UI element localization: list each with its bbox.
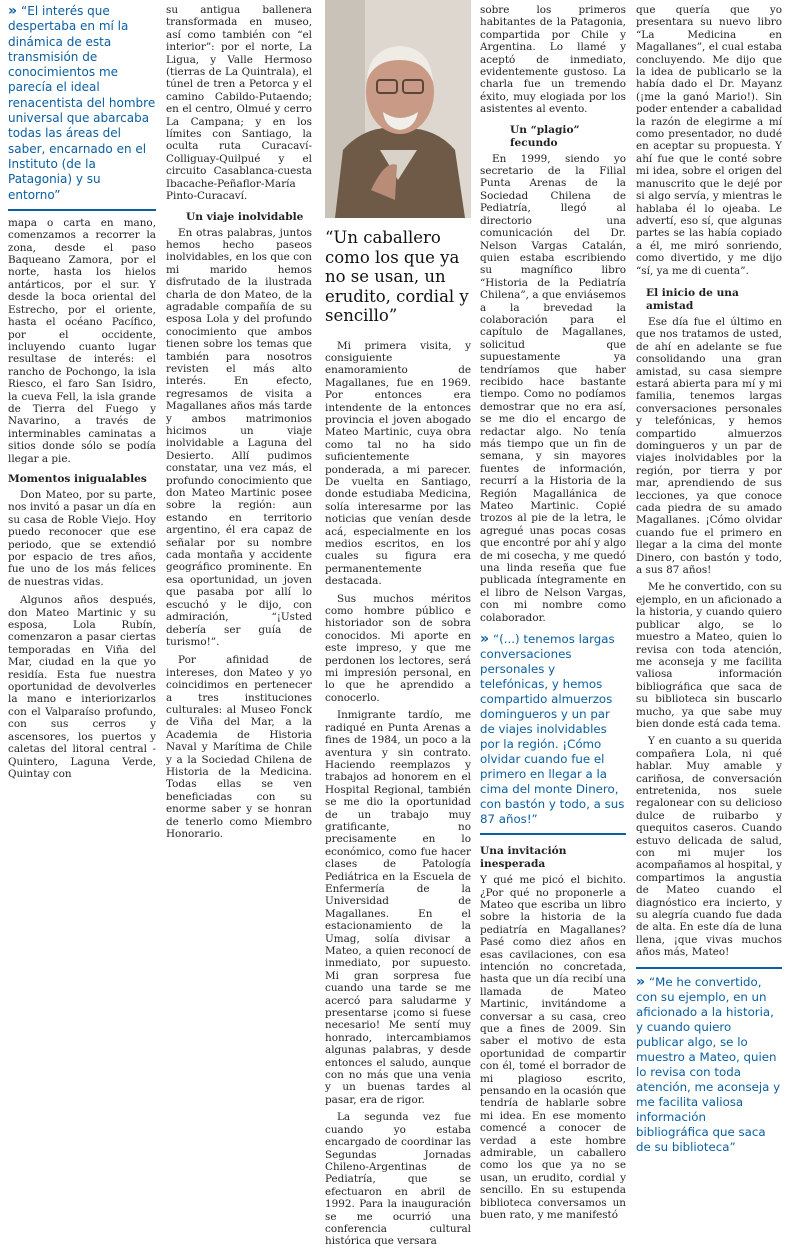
portrait-photo [325, 0, 471, 218]
pull-quote-1 [8, 4, 156, 211]
column-5 [636, 4, 782, 1155]
col1-paragraph-3: Algunos años después, don Mateo Martinic y su esposa, Lola Rubín, comenzaron a pasar ciertas temporadas en Viña del Mar, ciudad en la que yo residía. Esta fue nuestra oportunidad de devolverles la mano e interiorizarlos con el Valparaíso profundo, con sus cerros y ascensores, los puertos y caletas del litoral central -Quintero, Laguna Verde, Quintay con [8, 594, 156, 780]
col3-paragraph-4: La segunda vez fue cuando yo estaba encargado de coordinar las Segundas Jornadas Chileno-Argentinas de Pediatría, que se efectuaron en abril de 1992. Para la inauguración se me ocurrió una conferencia cultural histórica que versara [325, 1111, 471, 1248]
col5-paragraph-2: Ese día fue el último en que nos tratamos de usted, de ahí en adelante se fue consolidando una gran amistad, su casa siempre estará abierta para mí y mi familia, tenemos largas conversaciones personales y telefónicas, y hemos compartido almuerzos domingueros y un par de viajes inolvidables por la región, por tierra y por mar, aprendiendo de sus lecciones, ya que conoce cada piedra de su amado Magallanes. ¡Cómo olvidar cuando fue el primero en llegar a la cima del monte Dinero, con bastón y todo, a sus 87 años! [636, 315, 782, 577]
subhead-viaje: Un viaje inolvidable [186, 210, 304, 223]
portrait-illustration [325, 0, 471, 218]
subhead-invitacion: Una invitación inesperada [480, 845, 567, 871]
col1-paragraph-2: Don Mateo, por su parte, nos invitó a pasar un día en su casa de Roble Viejo. Hoy puedo reconocer que ese periodo, que se extendió por espacio de tres años, fue uno de los más felices de nuestras vidas. [8, 488, 156, 588]
pull-quote-3 [636, 967, 782, 1155]
column-4 [480, 4, 626, 1221]
subhead-momentos: Momentos inigualables [8, 472, 147, 485]
pull-quote-2-text: “(...) tenemos largas conversaciones personales y telefónicas, y hemos compartido almuerzos domingueros y un par de viajes inolvidables por la región. ¡Cómo olvidar cuando fue el primero en llegar a la cima del monte Dinero, con bastón y todo, a sus 87 años!” [480, 632, 625, 827]
col2-paragraph-2: En otras palabras, juntos hemos hecho paseos inolvidables, en los que con mi marido hemos disfrutado de la ilustrada charla de don Mateo, de la agradable compañía de su esposa Lola y del profundo conocimiento que ambos tienen sobre los temas que también para nosotros revisten el más alto interés. En efecto, regresamos de visita a Magallanes años más tarde y ambos matrimonios hicimos un viaje inolvidable a Laguna del Desierto. Allí pudimos constatar, una vez más, el profundo conocimiento que don Mateo Martinic posee sobre la región: aun estando en territorio argentino, él era capaz de señalar por su nombre cada montaña y accidente geográfico prominente. En esa oportunidad, un joven que pasaba por allí lo escuchó y le dijo, con admiración, “¡Usted debería ser guía de turismo!”. [166, 226, 312, 648]
subhead-amistad: El inicio de una amistad [646, 286, 739, 312]
pull-quote-3-text: “Me he convertido, con su ejemplo, en un aficionado a la historia, y cuando quiero publicar algo, se lo muestro a Mateo, quien lo revisa con toda atención, me aconseja y me facilita valiosa información bibliográfica que saca de su biblioteca” [636, 974, 781, 1154]
col3-paragraph-2: Sus muchos méritos como hombre público e historiador son de sobra conocidos. Mi aporte en este impreso, y que me perdonen los lectores, será mi impresión personal, en lo que he aprendido a conocerlo. [325, 592, 471, 704]
pull-quote-1-text: “El interés que despertaba en mí la dinámica de esta transmisión de conocimientos me parecía el ideal renacentista del hombre universal que abarcaba todas las áreas del saber, encarnado en el Instituto (de la Patagonia) y su entorno” [8, 4, 156, 202]
col4-paragraph-1: sobre los primeros habitantes de la Patagonia, compartida por Chile y Argentina. Lo llamé y aceptó de inmediato, evidentemente gustoso. La charla fue un tremendo éxito, muy elogiada por los asistentes al evento. [480, 4, 626, 116]
quote-marker-icon: » [8, 4, 18, 19]
quote-marker-icon: » [480, 631, 490, 648]
col2-paragraph-1: su antigua ballenera transformada en museo, así como también con “el interior”: por el norte, La Ligua, y Valle Hermoso (tierras de La Quintrala), el túnel de tren a Petorca y el camino Cabildo-Putaendo; en el centro, Olmué y cerro La Campana; y en los límites con Santiago, la oculta ruta Curacaví-Colliguay-Quilpué y el circuito Casablanca-cuesta Ibacache-Peñaflor-María Pinto-Curacaví. [166, 4, 312, 203]
main-pull-quote: “Un caballero como los que ya no se usan, un erudito, cordial y sencillo” [325, 228, 469, 325]
column-3 [325, 228, 471, 1248]
col5-paragraph-4: Y en cuanto a su querida compañera Lola, ni qué hablar. Muy amable y cariñosa, de conversación entretenida, nos suele regalonear con su delicioso dulce de ruibarbo y quequitos caseros. Cuando estuvo delicada de salud, con mi mujer los acompañamos al hospital, y compartimos la angustia de Mateo cuando el diagnóstico era incierto, y su alegría cuando fue dada de alta. En este día de luna llena, ¡que vivas muchos años más, Mateo! [636, 735, 782, 959]
col3-paragraph-1: Mi primera visita, y consiguiente enamoramiento de Magallanes, fue en 1969. Por entonces era intendente de la entonces provincia el joven abogado Mateo Martinic, cuya obra como tal no ha sido suficientemente ponderada, a mi parecer. De vuelta en Santiago, donde estudiaba Medicina, solía interesarme por las noticias que venían desde acá, especialmente en los medios escritos, en los cuales su figura era permanentemente destacada. [325, 339, 471, 588]
subhead-plagio: Un “plagio” fecundo [510, 123, 580, 149]
column-2 [166, 4, 312, 840]
col4-paragraph-3: Y qué me picó el bichito. ¿Por qué no proponerle a Mateo que escriba un libro sobre la historia de la pediatría en Magallanes? Pasé como diez años en esas cavilaciones, con esa intención no concretada, hasta que un día recibí una llamada de Mateo Martinic, invitándome a conversar a su casa, creo que a fines de 2009. Sin saber el motivo de esta oportunidad de compartir con él, tomé el borrador de mi plagioso escrito, pensando en la ocasión que tendría de hablarle sobre mi idea. En ese momento comencé a conocer de verdad a este hombre admirable, un caballero como los que ya no se usan, un erudito, cordial y sencillo. En su estupenda biblioteca conversamos un buen rato, y me manifestó [480, 874, 626, 1222]
col5-paragraph-3: Me he convertido, con su ejemplo, en un aficionado a la historia, y cuando quiero publicar algo, se lo muestro a Mateo, quien lo revisa con toda atención, me aconseja y me facilita valiosa información bibliográfica que saca de su biblioteca sin buscarlo mucho, ya que sabe muy bien donde está cada tema. [636, 581, 782, 730]
col3-paragraph-3: Inmigrante tardío, me radiqué en Punta Arenas a fines de 1984, un poco a la aventura y sin contrato. Haciendo reemplazos y trabajos ad honorem en el Hospital Regional, también se me dio la oportunidad de un trabajo muy gratificante, no precisamente en lo económico, como fue hacer clases de Patología Pediátrica en la Escuela de Enfermería de la Universidad de Magallanes. En el estacionamiento de la Umag, solía divisar a Mateo, a quien reconocí de inmediato, por supuesto. Mi gran sorpresa fue cuando una tarde se me acercó para saludarme y presentarse ¡como si fuese necesario! Me sentí muy honrado, intercambiamos algunas palabras, y desde entonces el saludo, aunque con no más que una venia y un buenas tardes al pasar, era de rigor. [325, 709, 471, 1106]
quote-marker-icon: » [636, 973, 646, 990]
column-1 [8, 4, 156, 780]
col1-paragraph-1: mapa o carta en mano, comenzamos a recorrer la zona, desde el paso Baqueano Zamora, por el norte, hasta los hielos antárticos, por el sur. Y desde la boca oriental del Estrecho, por el oriente, hasta el océano Pacífico, por el occidente, incluyendo cuanto lugar resultase de interés: el rancho de Pochongo, la isla Riesco, el faro San Isidro, la cueva Fell, la isla grande de Tierra del Fuego y Navarino, a través de interminables caminatas a sitios donde sólo se podía llegar a pie. [8, 216, 156, 465]
col4-paragraph-2: En 1999, siendo yo secretario de la Filial Punta Arenas de la Sociedad Chilena de Pediatría, llegó al directorio una comunicación del Dr. Nelson Vargas Catalán, quien estaba escribiendo su magnífico libro “Historia de la Pediatría Chilena”, a que enviásemos a la brevedad la colaboración para el capítulo de Magallanes, solicitud que supuestamente ya tendríamos que haber recibido hace bastante tiempo. Como no podíamos demostrar que no era así, se me dio el encargo de redactar algo. No tenía más tiempo que un fin de semana, y sin mayores fuentes de información, recurrí a la Historia de la Región Magallánica de Mateo Martinic. Copié trozos al pie de la letra, le agregué unas pocas cosas que encontré por ahí y algo de mi cosecha, y me quedó una linda reseña que fue publicada íntegramente en el libro de Nelson Vargas, con mi nombre como colaborador. [480, 152, 626, 624]
col5-paragraph-1: que quería que yo presentara su nuevo libro “La Medicina en Magallanes”, el cual estaba concluyendo. Me dijo que la idea de publicarlo se la había dado el Dr. Mayanz (¡me la ganó Mario!). Sin poder entender a cabalidad la razón de elegirme a mí como presentador, no dudé en aceptar su propuesta. Y ahí fue que le conté sobre mi idea, sobre el origen del manuscrito que le dejé por si algo servía, y mientras le hablaba él lo ojeaba. Le advertí, eso sí, que algunas partes se las había copiado a él, me miró sonriendo, como divertido, y me dijo “sí, ya me di cuenta”. [636, 4, 782, 277]
col2-paragraph-3: Por afinidad de intereses, don Mateo y yo coincidimos en pertenecer a tres instituciones culturales: al Museo Fonck de Viña del Mar, a la Academia de Historia Naval y Marítima de Chile y a la Sociedad Chilena de Historia de la Medicina. Todas ellas se ven beneficiadas con su enorme saber y se honran de tenerlo como Miembro Honorario. [166, 654, 312, 840]
pull-quote-2 [480, 632, 626, 835]
